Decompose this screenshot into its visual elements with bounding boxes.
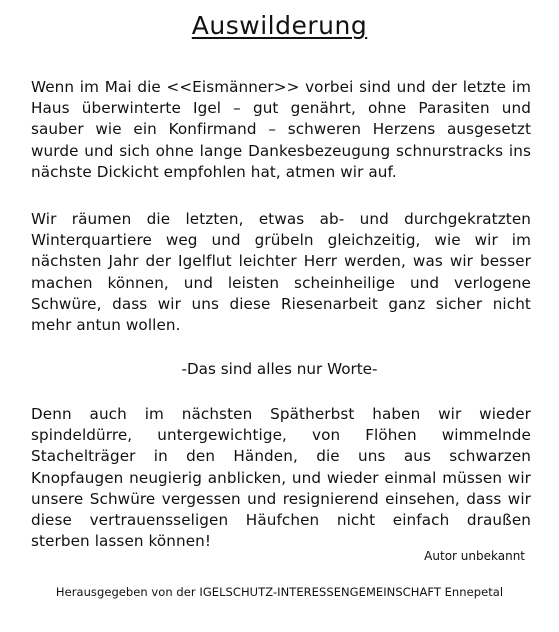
- centered-quote: -Das sind alles nur Worte-: [181, 360, 378, 378]
- paragraph-intro: Wenn im Mai die <<Eismänner>> vorbei sind und der letzte im Haus überwinterte Igel – gut genährt, ohne Parasiten und sauber wie ein Konfirmand – schweren Herzens ausgesetzt wurde und sich ohne lange Dankesbezeugung schnurstracks ins nächste Dickicht empfohlen hat, atmen wir auf.: [31, 78, 531, 181]
- publisher-footer: Herausgegeben von der IGELSCHUTZ-INTERESSENGEMEINSCHAFT Ennepetal: [55, 585, 504, 599]
- paragraph-next-autumn: Denn auch im nächsten Spätherbst haben wir wieder spindeldürre, untergewichtige, von Flöhen wimmelnde Stachelträger in den Händen, die uns aus schwarzen Knopfaugen neugierig anblicken, und wieder einmal müssen wir unsere Schwüre vergessen und resignierend einsehen, dass wir diese vertrauensseligen Häufchen nicht einfach draußen sterben lassen können!: [31, 405, 531, 551]
- document-title: Auswilderung: [191, 11, 368, 40]
- author-line: Autor unbekannt: [424, 549, 525, 563]
- paragraph-winter-quarters: Wir räumen die letzten, etwas ab- und durchgekratzten Winterquartiere weg und grübeln gleichzeitig, wie wir im nächsten Jahr der Igelflut leichter Herr werden, was wir besser machen können, und leisten scheinheilige und verlogene Schwüre, dass wir uns diese Riesenarbeit ganz sicher nicht mehr antun wollen.: [31, 210, 531, 335]
